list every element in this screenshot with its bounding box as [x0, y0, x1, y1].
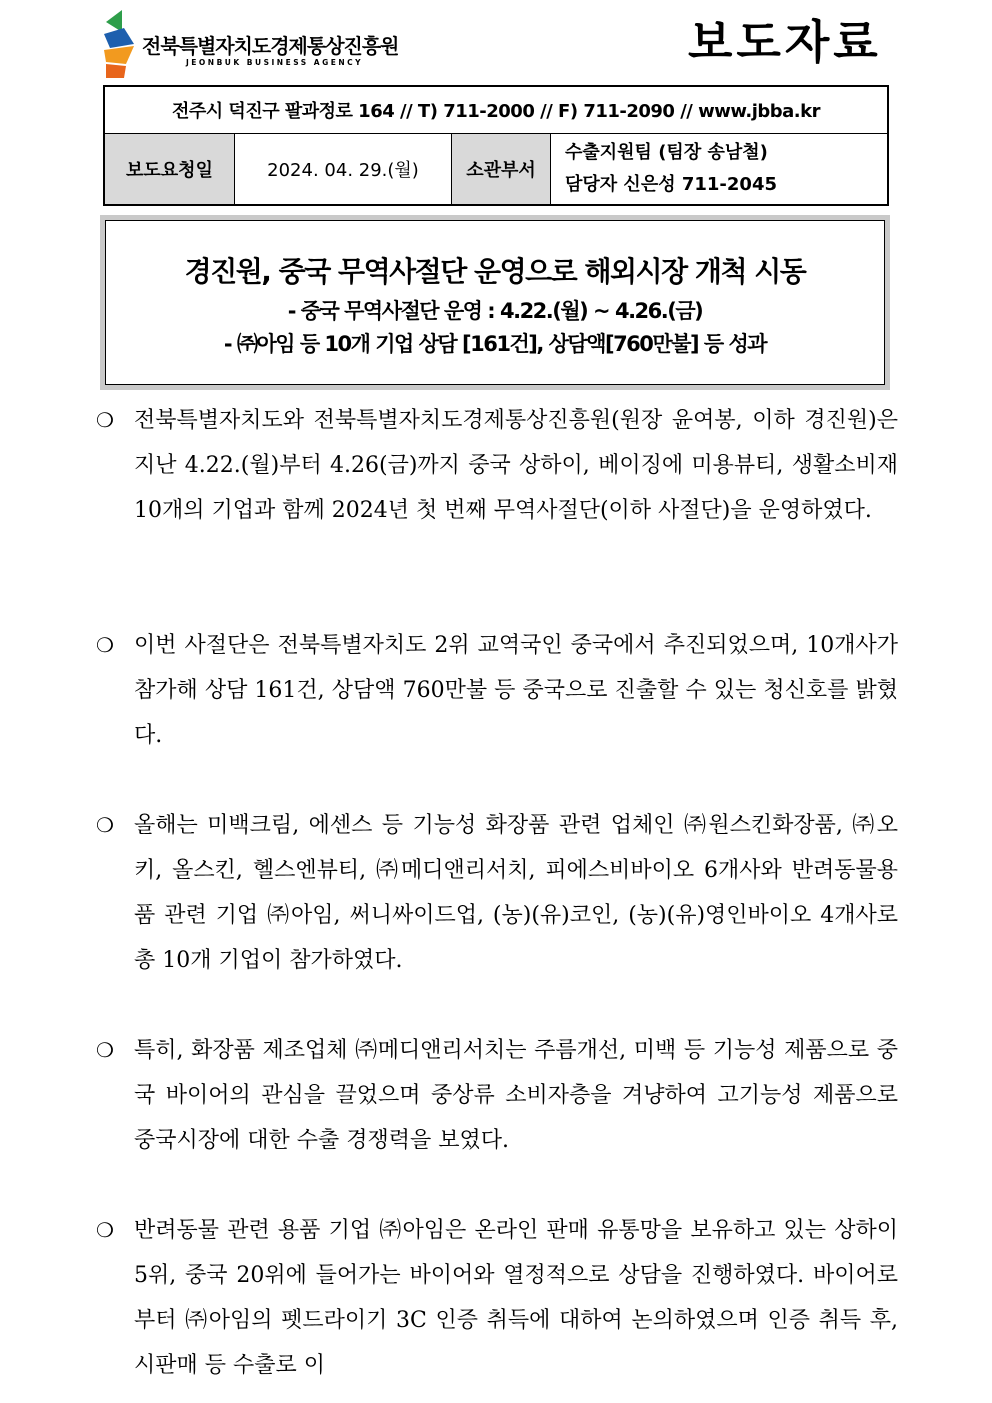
headline-subtitle-1: - 중국 무역사절단 운영 : 4.22.(월) ~ 4.26.(금)	[287, 299, 703, 323]
headline-box	[100, 215, 890, 390]
bullet-icon: ❍	[96, 813, 114, 837]
bullet-icon: ❍	[96, 1218, 114, 1242]
paragraph-text: 특히, 화장품 제조업체 ㈜메디앤리서치는 주름개선, 미백 등 기능성 제품으로 중국 바이어의 관심을 끌었으며 중상류 소비자층을 겨냥하여 고기능성 제품으로 중국시장에 대한 수출 경쟁력을 보였다.	[134, 1038, 898, 1153]
contact-line: 전주시 덕진구 팔과정로 164 // T) 711-2000 // F) 711-2090 // www.jbba.kr	[104, 86, 888, 134]
logo-mark-icon	[100, 8, 140, 80]
paragraph-text: 전북특별자치도와 전북특별자치도경제통상진흥원(원장 윤여봉, 이하 경진원)은 지난 4.22.(월)부터 4.26(금)까지 중국 상하이, 베이징에 미용뷰티, 생활소비재 10개의 기업과 함께 2024년 첫 번째 무역사절단(이하 사절단)을 운영하였다.	[134, 408, 898, 523]
dept-contact: 담당자 신은성 711-2045	[565, 174, 778, 195]
headline-subtitle-2: - ㈜아임 등 10개 기업 상담 [161건], 상담액[760만불] 등 성과	[223, 332, 767, 356]
document-type: 보도자료	[688, 15, 882, 69]
bullet-icon: ❍	[96, 633, 114, 657]
headline-title: 경진원, 중국 무역사절단 운영으로 해외시장 개척 시동	[184, 255, 806, 288]
dept-cell	[551, 134, 889, 206]
paragraph	[96, 803, 898, 983]
dept-team: 수출지원팀 (팀장 송남철)	[565, 142, 768, 163]
paragraph-text: 올해는 미백크림, 에센스 등 기능성 화장품 관련 업체인 ㈜원스킨화장품, ㈜오키, 올스킨, 헬스엔뷰티, ㈜메디앤리서치, 피에스비바이오 6개사와 반려동물용품 관련 기업 ㈜아임, 써니싸이드업, (농)(유)코인, (농)(유)영인바이오 4개사로 총 10개 기업이 참가하였다.	[134, 813, 898, 973]
paragraph	[96, 623, 898, 758]
org-name: 전북특별자치도경제통상진흥원	[142, 34, 399, 58]
request-date: 2024. 04. 29.(월)	[235, 134, 452, 206]
org-name-english: JEONBUK BUSINESS AGENCY	[186, 58, 364, 67]
paragraph-text: 이번 사절단은 전북특별자치도 2위 교역국인 중국에서 추진되었으며, 10개사가 참가해 상담 161건, 상담액 760만불 등 중국으로 진출할 수 있는 청신호를 밝혔다.	[134, 633, 898, 748]
press-info-table	[103, 85, 889, 206]
dept-label: 소관부서	[452, 134, 551, 206]
bullet-icon: ❍	[96, 1038, 114, 1062]
paragraph	[96, 1208, 898, 1388]
request-date-label: 보도요청일	[104, 134, 235, 206]
paragraph	[96, 398, 898, 533]
paragraph	[96, 1028, 898, 1163]
agency-logo	[100, 8, 400, 80]
paragraph-text: 반려동물 관련 용품 기업 ㈜아임은 온라인 판매 유통망을 보유하고 있는 상하이 5위, 중국 20위에 들어가는 바이어와 열정적으로 상담을 진행하였다. 바이어로부터 ㈜아임의 펫드라이기 3C 인증 취득에 대하여 논의하였으며 인증 취득 후, 시판매 등 수출로 이	[134, 1218, 898, 1378]
bullet-icon: ❍	[96, 408, 114, 432]
